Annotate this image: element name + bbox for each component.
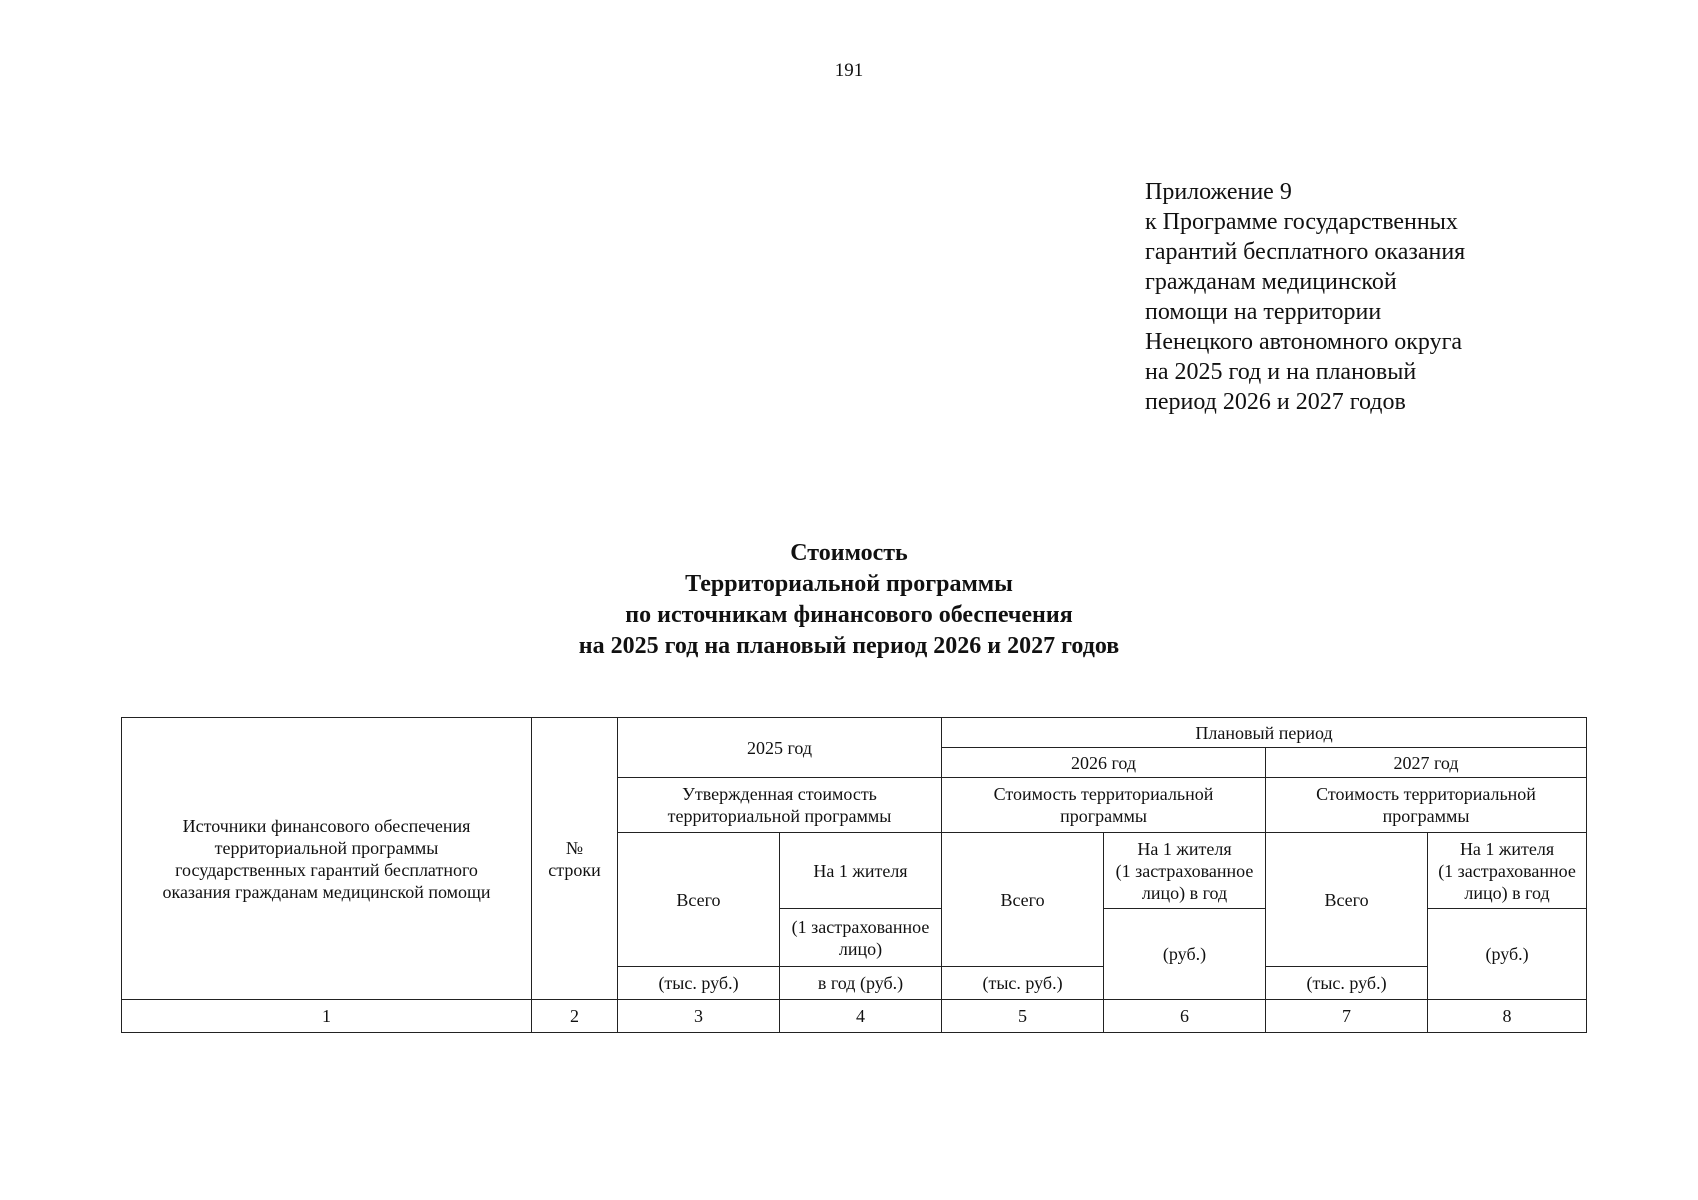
column-number: 2 (532, 1000, 618, 1033)
title-line: Территориальной программы (685, 571, 1013, 597)
column-number: 8 (1428, 1000, 1587, 1033)
appendix-line: Ненецкого автономного округа (1145, 329, 1463, 355)
header-unit-thousand-2025: (тыс. руб.) (618, 967, 780, 1000)
header-approved-cost-2025: Утвержденная стоимость территориальной программы (618, 778, 942, 833)
appendix-line: период 2026 и 2027 годов (1145, 389, 1406, 415)
header-total-2027: Всего (1266, 833, 1428, 967)
appendix-line: на 2025 год и на плановый (1145, 359, 1417, 385)
header-unit-per-year-2025: в год (руб.) (780, 967, 942, 1000)
header-planned-period: Плановый период (942, 718, 1587, 748)
appendix-line: гражданам медицинской (1145, 269, 1397, 295)
header-cost-2026: Стоимость территориальной программы (942, 778, 1266, 833)
header-year-2025: 2025 год (618, 718, 942, 778)
header-insured-2025: (1 застрахованное лицо) (780, 909, 942, 967)
column-number: 1 (122, 1000, 532, 1033)
page-number: 191 (834, 60, 864, 81)
appendix-line: Приложение 9 (1145, 179, 1292, 205)
header-row-number: № строки (532, 718, 618, 1000)
header-per-resident-2025: На 1 жителя (780, 833, 942, 909)
header-total-2025: Всего (618, 833, 780, 967)
column-number-row (122, 1000, 1587, 1033)
title-line: Стоимость (790, 540, 908, 566)
column-number: 3 (618, 1000, 780, 1033)
header-funding-sources: Источники финансового обеспечения территориальной программы государственных гарантий бесплатного оказания гражданам медицинской помощи (122, 718, 532, 1000)
header-unit-thousand-2026: (тыс. руб.) (942, 967, 1104, 1000)
cost-table (121, 717, 1587, 1033)
column-number: 5 (942, 1000, 1104, 1033)
header-unit-thousand-2027: (тыс. руб.) (1266, 967, 1428, 1000)
column-number: 4 (780, 1000, 942, 1033)
header-year-2026: 2026 год (942, 748, 1266, 778)
header-unit-rub-2026: (руб.) (1104, 909, 1266, 1000)
header-cost-2027: Стоимость территориальной программы (1266, 778, 1587, 833)
column-number: 7 (1266, 1000, 1428, 1033)
document-title (0, 538, 1698, 662)
appendix-line: гарантий бесплатного оказания (1145, 239, 1466, 265)
header-per-resident-2026: На 1 жителя (1 застрахованное лицо) в год (1104, 833, 1266, 909)
appendix-line: помощи на территории (1145, 299, 1382, 325)
header-per-resident-2027: На 1 жителя (1 застрахованное лицо) в год (1428, 833, 1587, 909)
appendix-line: к Программе государственных (1145, 209, 1458, 235)
column-number: 6 (1104, 1000, 1266, 1033)
title-line: по источникам финансового обеспечения (625, 602, 1073, 628)
appendix-note (1145, 177, 1665, 417)
title-line: на 2025 год на плановый период 2026 и 2027 годов (578, 633, 1120, 659)
header-unit-rub-2027: (руб.) (1428, 909, 1587, 1000)
header-total-2026: Всего (942, 833, 1104, 967)
header-year-2027: 2027 год (1266, 748, 1587, 778)
